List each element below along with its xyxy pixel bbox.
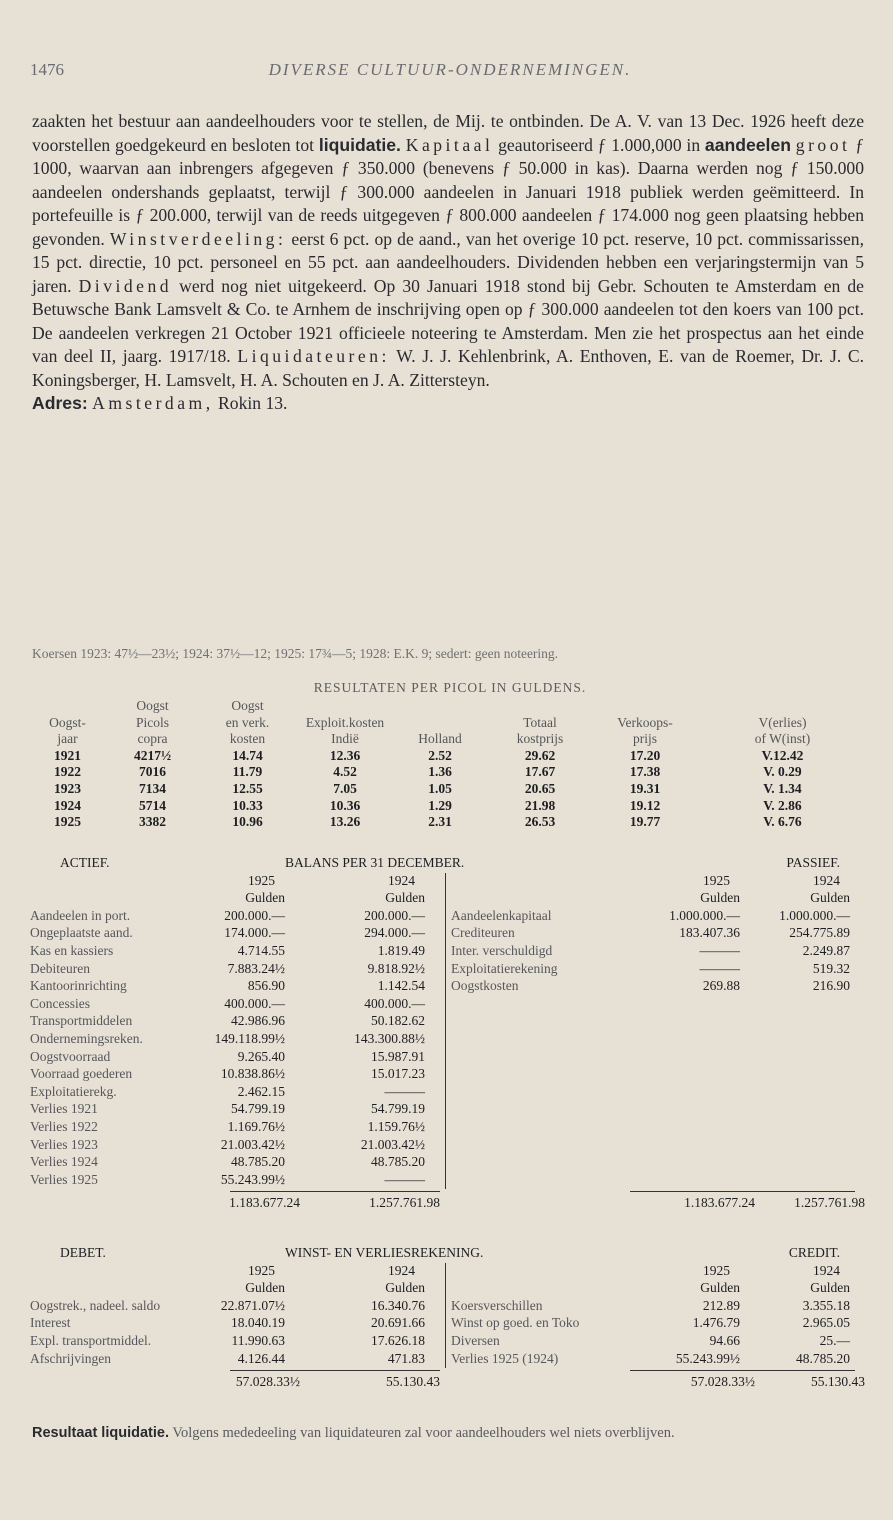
- resultaat-label: Resultaat liquidatie.: [32, 1425, 169, 1441]
- results-cell: 12.36: [329, 747, 361, 763]
- value-cell: 1.476.79: [692, 1315, 740, 1331]
- results-cell: [395, 715, 485, 732]
- year-header: 1925: [703, 1262, 730, 1278]
- liquidatie-label: liquidatie.: [318, 134, 401, 155]
- section-title: BALANS PER 31 DECEMBER.: [285, 855, 465, 870]
- unit-header: Gulden: [245, 1280, 285, 1296]
- koersen-line: Koersen 1923: 47½—23½; 1924: 37½—12; 1925: 17¾—5; 1928: E.K. 9; sedert: geen noteering.: [32, 646, 559, 661]
- dividend-label: Dividend: [78, 275, 173, 296]
- value-cell: 1.000.000.—: [669, 907, 740, 923]
- total-rule: [230, 1370, 440, 1371]
- value-cell: 22.871.07½: [220, 1297, 285, 1313]
- value-cell: 9.818.92½: [367, 960, 425, 976]
- intro-paragraph: [32, 110, 864, 416]
- value-cell: 400.000.—: [364, 995, 425, 1011]
- value-cell: 200.000.—: [224, 907, 285, 923]
- results-cell: 1.05: [428, 780, 452, 796]
- year-header: 1925: [248, 1262, 275, 1278]
- year-header: 1924: [388, 872, 415, 888]
- results-cell: prijs: [632, 731, 657, 747]
- intro-text-6: W. J. J. Kehlenbrink, A. Enthoven, E. van de Roemer, Dr. J. C. Koningsberger, H. Lamsvelt, H. A. Schouten en J. A. Zittersteyn.: [32, 346, 864, 390]
- total-value: 55.130.43: [386, 1374, 440, 1390]
- total-value: 1.183.677.24: [684, 1195, 755, 1211]
- value-cell: ———: [384, 1171, 425, 1187]
- row-label: Exploitatierekg.: [30, 1083, 117, 1099]
- results-cell: [695, 698, 870, 715]
- value-cell: 21.003.42½: [360, 1136, 425, 1152]
- value-cell: 212.89: [702, 1297, 740, 1313]
- row-label: Interest: [30, 1315, 71, 1331]
- results-cell: V. 6.76: [763, 814, 802, 830]
- results-cell: 10.36: [329, 797, 361, 813]
- intro-text-4: eerst 6 pct. op de aand., van het overige 10 pct. reserve, 10 pct. commissarissen, 15 pct. directie, 10 pct. personeel en 55 pct. aan aandeelhouders. Dividenden hebben een verjaringstermijn van 5 jaren.: [32, 228, 864, 296]
- results-cell: 20.65: [524, 780, 556, 796]
- value-cell: 149.118.99½: [214, 1031, 285, 1046]
- results-cell: 1921: [54, 747, 81, 763]
- groot-label: groot: [795, 134, 851, 155]
- unit-header: Gulden: [385, 890, 425, 906]
- results-cell: V. 1.34: [763, 780, 802, 796]
- unit-header: Gulden: [700, 890, 740, 906]
- results-cell: 1924: [54, 797, 81, 813]
- value-cell: 519.32: [812, 960, 850, 976]
- value-cell: 143.300.88½: [354, 1031, 425, 1046]
- kapitaal-label: Kapitaal: [405, 134, 494, 155]
- unit-header: Gulden: [385, 1280, 425, 1296]
- results-cell: kostprijs: [516, 731, 564, 747]
- value-cell: ———: [384, 1083, 425, 1099]
- row-label: Verlies 1925: [30, 1171, 98, 1187]
- results-cell: Exploit.kosten: [305, 714, 385, 730]
- results-cell: 10.33: [232, 797, 263, 813]
- row-label: Oogstvoorraad: [30, 1048, 111, 1064]
- results-caption: RESULTATEN PER PICOL IN GULDENS.: [313, 680, 587, 695]
- value-cell: 269.88: [702, 978, 740, 994]
- results-cell: [595, 698, 695, 715]
- value-cell: 856.90: [247, 978, 285, 994]
- value-cell: 200.000.—: [364, 907, 425, 923]
- results-cell: 13.26: [329, 814, 361, 830]
- row-label: Oogstrek., nadeel. saldo: [30, 1297, 161, 1313]
- unit-header: Gulden: [700, 1280, 740, 1296]
- value-cell: 21.003.42½: [220, 1136, 285, 1152]
- row-label: Expl. transportmiddel.: [30, 1333, 152, 1348]
- total-value: 57.028.33½: [235, 1374, 300, 1390]
- results-cell: 7.05: [333, 780, 357, 796]
- row-label: Ondernemingsreken.: [30, 1031, 143, 1046]
- intro-text-2: geautoriseerd ƒ 1.000,000 in: [498, 134, 701, 155]
- section-right-title: PASSIEF.: [786, 855, 840, 870]
- row-label: Kas en kassiers: [30, 943, 114, 958]
- results-cell: 19.12: [629, 797, 661, 813]
- year-header: 1925: [703, 872, 730, 888]
- results-header-row: [30, 731, 870, 748]
- results-cell: 21.98: [524, 797, 556, 813]
- results-cell: 19.31: [629, 780, 661, 796]
- section-title: WINST- EN VERLIESREKENING.: [285, 1245, 484, 1260]
- value-cell: 1.159.76½: [367, 1119, 425, 1134]
- value-cell: 216.90: [812, 978, 850, 994]
- value-cell: 17.626.18: [371, 1333, 425, 1348]
- value-cell: 1.169.76½: [227, 1119, 285, 1134]
- results-cell: en verk.: [225, 714, 270, 730]
- section-left-title: DEBET.: [60, 1245, 106, 1260]
- value-cell: 94.66: [709, 1333, 740, 1348]
- results-cell: 17.20: [629, 747, 661, 763]
- results-cell: 1925: [54, 814, 81, 830]
- row-label: Transportmiddelen: [30, 1013, 133, 1029]
- total-value: 57.028.33½: [690, 1374, 755, 1390]
- value-cell: 4.126.44: [237, 1350, 285, 1366]
- results-cell: 14.74: [232, 747, 263, 763]
- results-cell: Oogst: [231, 698, 264, 713]
- results-cell: [485, 698, 595, 715]
- value-cell: 42.986.96: [231, 1013, 285, 1029]
- results-cell: 4217½: [133, 747, 172, 763]
- row-label: Verlies 1921: [30, 1101, 98, 1117]
- row-label: Afschrijvingen: [30, 1350, 111, 1366]
- value-cell: 54.799.19: [371, 1101, 425, 1117]
- results-cell: Holland: [418, 731, 462, 747]
- value-cell: 7.883.24½: [227, 960, 285, 976]
- value-cell: 3.355.18: [802, 1297, 850, 1313]
- results-row: [30, 798, 870, 815]
- total-rule: [230, 1191, 440, 1192]
- results-cell: 11.79: [232, 764, 263, 780]
- results-cell: Totaal: [523, 714, 557, 730]
- resultaat-text: Volgens mededeeling van liquidateuren zal voor aandeelhouders wel niets overblijven.: [172, 1425, 675, 1441]
- value-cell: 11.990.63: [231, 1333, 285, 1348]
- results-cell: 3382: [139, 814, 166, 830]
- results-table-block: [30, 680, 870, 831]
- year-header: 1924: [388, 1262, 415, 1278]
- value-cell: 2.462.15: [237, 1083, 285, 1099]
- row-label: Oogstkosten: [451, 978, 519, 994]
- section-right-title: CREDIT.: [788, 1245, 840, 1260]
- row-label: Ongeplaatste aand.: [30, 925, 133, 941]
- value-cell: 2.249.87: [802, 943, 850, 958]
- column-divider: [445, 1263, 446, 1369]
- results-cell: kosten: [229, 731, 266, 747]
- value-cell: 50.182.62: [371, 1013, 425, 1029]
- results-cell: 12.55: [232, 780, 263, 796]
- intro-text-3: ƒ 1000, waarvan aan inbrengers afgegeven ƒ 350.000 (benevens ƒ 50.000 in kas). Daarna werden nog ƒ 150.000 aandeelen ondershands geplaatst, terwijl ƒ 300.000 aandeelen in Januari 1918 publiek werden geëmitteerd. In portefeuille is ƒ 200.000, terwijl van de reeds uitgegeven ƒ 800.000 aandeelen ƒ 174.000 nog geen plaatsing hebben gevonden.: [32, 134, 865, 249]
- intro-text-1: zaakten het bestuur aan aandeelhouders voor te stellen, de Mij. te ontbinden. De A. V. van 13 Dec. 1926 heeft deze voorstellen goedgekeurd en besloten tot: [32, 111, 864, 155]
- year-header: 1924: [813, 1262, 840, 1278]
- value-cell: 9.265.40: [237, 1048, 285, 1064]
- company-description: [32, 110, 864, 416]
- results-cell: 5714: [139, 797, 166, 813]
- row-label: Verlies 1923: [30, 1136, 98, 1152]
- results-cell: Verkoops-: [617, 714, 673, 730]
- results-cell: 17.38: [629, 764, 661, 780]
- results-row: [30, 814, 870, 831]
- results-cell: 1922: [54, 764, 81, 780]
- results-header-row: [30, 715, 870, 732]
- value-cell: 20.691.66: [371, 1315, 425, 1331]
- results-cell: 1.29: [428, 797, 452, 813]
- results-cell: 26.53: [524, 814, 556, 830]
- results-cell: 7134: [139, 780, 166, 796]
- section-left-title: ACTIEF.: [60, 855, 110, 870]
- results-cell: of W(inst): [754, 731, 811, 747]
- value-cell: 25.—: [819, 1333, 850, 1348]
- row-label: Voorraad goederen: [30, 1066, 133, 1082]
- value-cell: 1.000.000.—: [779, 907, 850, 923]
- results-cell: Oogst: [136, 698, 169, 713]
- value-cell: 1.142.54: [377, 978, 425, 994]
- winstverdeeling-label: Winstverdeeling:: [109, 228, 287, 249]
- row-label: Debiteuren: [30, 960, 90, 976]
- value-cell: 55.243.99½: [675, 1350, 740, 1366]
- total-value: 1.257.761.98: [794, 1195, 865, 1211]
- results-cell: 2.31: [428, 814, 452, 830]
- value-cell: 183.407.36: [679, 925, 740, 941]
- results-cell: 29.62: [524, 747, 556, 763]
- results-cell: [395, 698, 485, 715]
- liquidateuren-label: Liquidateuren:: [237, 346, 390, 366]
- column-divider: [445, 873, 446, 1190]
- row-label: Verlies 1922: [30, 1119, 98, 1134]
- value-cell: 48.785.20: [796, 1350, 850, 1366]
- results-cell: V(erlies): [758, 714, 807, 730]
- results-cell: 17.67: [524, 764, 556, 780]
- total-value: 1.257.761.98: [369, 1195, 440, 1211]
- unit-header: Gulden: [245, 890, 285, 906]
- value-cell: 48.785.20: [371, 1154, 425, 1170]
- value-cell: ———: [699, 960, 740, 976]
- value-cell: 294.000.—: [364, 925, 425, 941]
- row-label: Verlies 1924: [30, 1154, 98, 1170]
- row-label: Diversen: [451, 1333, 500, 1348]
- results-cell: V.12.42: [761, 747, 804, 763]
- results-cell: V. 2.86: [763, 797, 802, 813]
- value-cell: 254.775.89: [789, 925, 850, 941]
- results-row: [30, 764, 870, 781]
- results-cell: 19.77: [629, 814, 661, 830]
- row-label: Koersverschillen: [451, 1297, 543, 1313]
- value-cell: 400.000.—: [224, 995, 285, 1011]
- resultaat-liquidatie: [32, 1424, 864, 1443]
- value-cell: 4.714.55: [237, 943, 285, 958]
- value-cell: 16.340.76: [371, 1297, 425, 1313]
- aandeelen-label: aandeelen: [704, 134, 791, 155]
- results-cell: 1923: [54, 780, 81, 796]
- total-rule: [630, 1191, 855, 1192]
- unit-header: Gulden: [810, 1280, 850, 1296]
- results-cell: V. 0.29: [763, 764, 802, 780]
- page-number: 1476: [30, 60, 64, 79]
- results-cell: 1.36: [428, 764, 452, 780]
- adres-city: Amsterdam,: [92, 393, 214, 413]
- value-cell: 174.000.—: [224, 925, 285, 941]
- results-row: [30, 781, 870, 798]
- row-label: Inter. verschuldigd: [451, 943, 553, 958]
- value-cell: 10.838.86½: [220, 1066, 285, 1082]
- results-cell: 7016: [139, 764, 166, 780]
- value-cell: 48.785.20: [231, 1154, 285, 1170]
- results-table: [30, 698, 870, 831]
- results-cell: Oogst-: [49, 714, 86, 730]
- total-value: 55.130.43: [811, 1374, 865, 1390]
- value-cell: 15.017.23: [371, 1066, 425, 1082]
- row-label: Winst op goed. en Toko: [451, 1315, 580, 1331]
- value-cell: 1.819.49: [377, 943, 425, 958]
- row-label: Kantoorinrichting: [30, 978, 127, 994]
- results-cell: Indië: [331, 731, 359, 747]
- results-header-row: [30, 698, 870, 715]
- row-label: Aandeelen in port.: [30, 907, 131, 923]
- results-cell: 2.52: [428, 747, 452, 763]
- year-header: 1925: [248, 872, 275, 888]
- value-cell: 2.965.05: [802, 1315, 850, 1331]
- row-label: Crediteuren: [451, 925, 515, 941]
- running-title: DIVERSE CULTUUR-ONDERNEMINGEN.: [268, 60, 632, 79]
- results-cell: [295, 698, 395, 715]
- value-cell: ———: [699, 943, 740, 958]
- intro-text-5: werd nog niet uitgekeerd. Op 30 Januari 1918 stond bij Gebr. Schouten te Amsterdam en de Betuwsche Bank Lamsvelt & Co. te Arnhem de inschrijving open op ƒ 300.000 aandeelen tot den koers van 100 pct. De aandeelen verkregen 21 October 1921 officieele noteering te Amsterdam. Men zie het prospectus aan het einde van deel II, jaarg. 1917/18.: [32, 275, 864, 366]
- year-header: 1924: [813, 872, 840, 888]
- row-label: Exploitatierekening: [451, 960, 558, 976]
- value-cell: 18.040.19: [231, 1315, 285, 1331]
- results-cell: [30, 698, 105, 715]
- unit-header: Gulden: [810, 890, 850, 906]
- total-value: 1.183.677.24: [229, 1195, 300, 1211]
- results-cell: Picols: [135, 714, 169, 730]
- adres-street: Rokin 13.: [218, 393, 288, 413]
- value-cell: 55.243.99½: [220, 1171, 285, 1187]
- results-cell: copra: [137, 731, 168, 747]
- row-label: Concessies: [30, 995, 90, 1011]
- value-cell: 471.83: [387, 1350, 425, 1366]
- row-label: Verlies 1925 (1924): [451, 1350, 559, 1366]
- results-cell: 4.52: [333, 764, 357, 780]
- total-rule: [630, 1370, 855, 1371]
- adres-label: Adres:: [32, 393, 88, 413]
- results-row: [30, 748, 870, 765]
- row-label: Aandeelenkapitaal: [451, 907, 552, 923]
- results-cell: jaar: [57, 731, 78, 747]
- value-cell: 54.799.19: [231, 1101, 285, 1117]
- value-cell: 15.987.91: [371, 1048, 425, 1064]
- results-cell: 10.96: [232, 814, 263, 830]
